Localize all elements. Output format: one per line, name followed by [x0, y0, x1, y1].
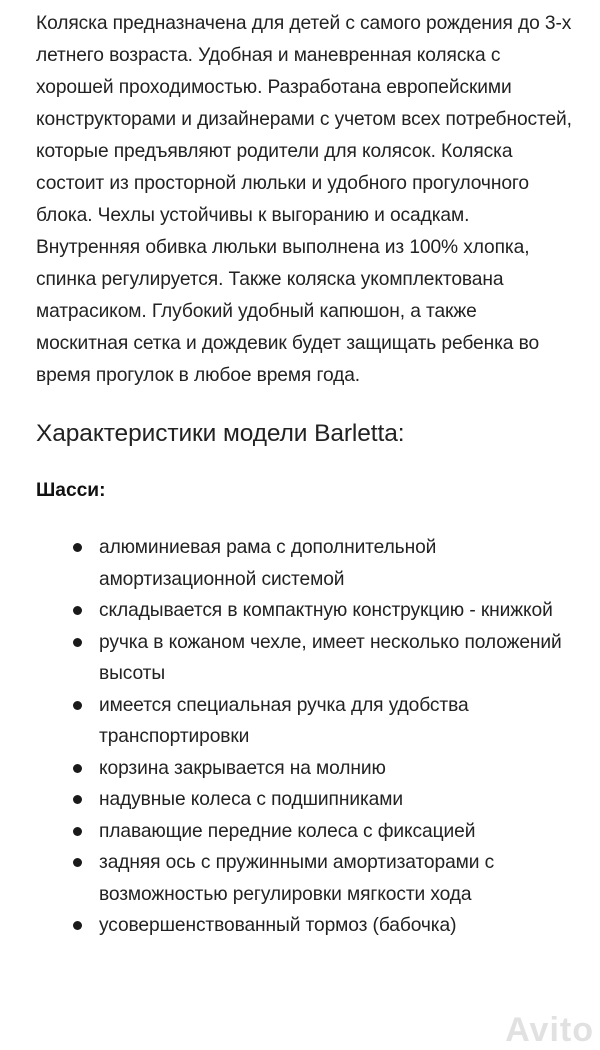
spec-item-text: надувные колеса с подшипниками: [99, 789, 403, 810]
spec-item-text: плавающие передние колеса с фиксацией: [99, 820, 476, 842]
bullet-icon: [73, 543, 82, 552]
spec-item-text: корзина закрывается на молнию: [99, 757, 386, 779]
spec-list-item: [36, 595, 572, 627]
spec-item-text: имеется специальная ручка для удобства транспортировки: [99, 694, 469, 747]
bullet-icon: [73, 764, 82, 773]
spec-item-text: задняя ось с пружинными амортизаторами с возможностью регулировки мягкости хода: [99, 852, 495, 905]
spec-item-text: усовершенствованный тормоз (бабочка): [99, 915, 457, 936]
bullet-icon: [73, 827, 82, 836]
spec-list-item: [36, 816, 572, 848]
specs-heading: Характеристики модели Barletta:: [36, 420, 405, 447]
spec-list-item: [36, 753, 572, 785]
description-paragraph: Коляска предназначена для детей с самого рождения до 3-х летнего возраста. Удобная и маневренная коляска с хорошей проходимостью. Разработана европейскими конструкторами и дизайнерами с учетом всех потребностей, которые предъявляют родители для колясок. Коляска состоит из просторной люльки и удобного прогулочного блока. Чехлы устойчивы к выгоранию и осадкам. Внутренняя обивка люльки выполнена из 100% хлопка, спинка регулируется. Также коляска укомплектована матрасиком. Глубокий удобный капюшон, а также москитная сетка и дождевик будет защищать ребенка во время прогулок в любое время года.: [36, 13, 572, 386]
bullet-icon: [73, 795, 82, 804]
bullet-icon: [73, 921, 82, 930]
spec-item-text: складывается в компактную конструкцию - книжкой: [99, 600, 553, 621]
bullet-icon: [73, 858, 82, 867]
bullet-icon: [73, 701, 82, 710]
bullet-icon: [73, 638, 82, 647]
chassis-spec-list: [36, 532, 572, 942]
bullet-icon: [73, 606, 82, 615]
spec-list-item: [36, 784, 572, 816]
listing-description-page: [36, 8, 572, 942]
spec-list-item: [36, 532, 572, 595]
chassis-section-title: Шасси:: [36, 480, 106, 501]
spec-list-item: [36, 847, 572, 910]
spec-list-item: [36, 910, 572, 942]
spec-item-text: ручка в кожаном чехле, имеет несколько положений высоты: [99, 631, 562, 684]
spec-list-item: [36, 627, 572, 690]
spec-list-item: [36, 690, 572, 753]
spec-item-text: алюминиевая рама с дополнительной амортизационной системой: [99, 537, 437, 590]
avito-watermark: Avito: [505, 1011, 594, 1049]
